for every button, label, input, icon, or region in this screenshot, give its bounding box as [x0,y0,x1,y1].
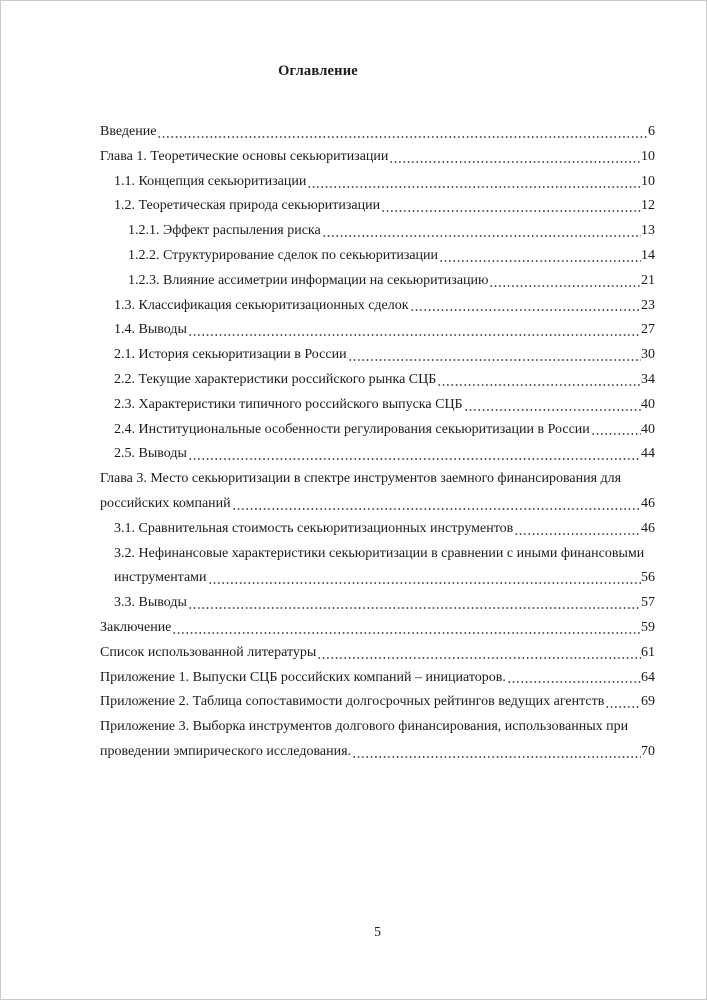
toc-entry-line [100,591,655,616]
toc-entry-line [100,368,655,393]
toc-entry-page: 30 [641,347,655,363]
toc-entry-text: 1.3. Классификация секьюритизационных сделок [114,297,409,313]
toc-entry-page: 21 [641,272,655,288]
toc-entry-page: 59 [641,619,655,635]
toc-list [100,120,655,765]
toc-entry-page: 13 [641,223,655,239]
dot-leader [490,269,641,294]
toc-entry-text: Введение [100,124,157,139]
toc-entry-text: 1.1. Концепция секьюритизации [114,173,307,189]
toc-entry-page: 10 [641,148,655,164]
toc-entry-line [100,542,655,567]
toc-entry-text: Список использованной литературы [100,644,317,660]
toc-entry-text: 2.1. История секьюритизации в России [114,347,347,363]
dot-leader [438,368,641,393]
toc-entry-line [100,418,655,443]
dot-leader [353,740,641,765]
toc-entry-text: 1.2.2. Структурирование сделок по секьюритизации [128,247,439,263]
toc-entry-page: 14 [641,247,655,263]
toc-entry-line [100,170,655,195]
dot-leader [189,591,641,616]
toc-entry-page: 12 [641,198,655,214]
toc-entry-line [100,294,655,319]
toc-entry-text: российских компаний [100,495,231,511]
toc-entry-text: 3.1. Сравнительная стоимость секьюритизационных инструментов [114,520,514,536]
toc-entry-line [100,269,655,294]
dot-leader [508,666,641,691]
toc-entry-text: 3.2. Нефинансовые характеристики секьюритизации в сравнении с иными финансовыми [114,545,645,561]
dot-leader [189,318,641,343]
toc-entry-page: 27 [641,322,655,338]
toc-entry-text: 1.2.3. Влияние ассиметрии информации на секьюритизацию [128,272,489,288]
toc-entry-line [100,318,655,343]
toc-entry-page: 40 [641,396,655,412]
toc-entry-text: инструментами [114,570,207,586]
toc-entry-line [100,740,655,765]
toc-entry-text: проведении эмпирического исследования. [100,743,352,759]
toc-entry-line [100,690,655,715]
dot-leader [173,616,641,641]
toc-entry-page: 46 [641,495,655,511]
dot-leader [411,294,641,319]
toc-entry-page: 44 [641,446,655,462]
toc-entry-text: 2.2. Текущие характеристики российского рынка СЦБ [114,371,437,387]
toc-entry-line [100,517,655,542]
toc-entry-line [100,641,655,666]
toc-entry-line [100,467,655,492]
toc-entry-page: 57 [641,595,655,611]
toc-entry-text: 2.3. Характеристики типичного российского выпуска СЦБ [114,396,463,412]
toc-entry-line [100,442,655,467]
toc-entry-page: 23 [641,297,655,313]
toc-entry-line [100,393,655,418]
toc-entry-text: 1.2. Теоретическая природа секьюритизации [114,198,381,214]
dot-leader [318,641,641,666]
toc-entry-page: 34 [641,371,655,387]
dot-leader [515,517,641,542]
dot-leader [209,566,641,591]
toc-entry-line [100,343,655,368]
toc-entry-line [100,492,655,517]
toc-entry-page: 10 [641,173,655,189]
toc-entry-line [100,566,655,591]
toc-entry-page: 61 [641,644,655,660]
toc-entry-line [100,715,655,740]
toc-entry-page: 6 [648,124,655,139]
toc-entry-line [100,616,655,641]
dot-leader [440,244,641,269]
dot-leader [592,418,641,443]
dot-leader [158,120,648,145]
toc-entry-line [100,666,655,691]
dot-leader [189,442,641,467]
toc-entry-text: 3.3. Выводы [114,595,187,611]
toc-entry-line [100,120,655,145]
toc-entry-text: Приложение 3. Выборка инструментов долгового финансирования, использованных при [100,719,629,735]
toc-entry-text: 1.4. Выводы [114,322,187,338]
toc-entry-line [100,145,655,170]
toc-entry-text: Приложение 2. Таблица сопоставимости долгосрочных рейтингов ведущих агентств [100,694,605,710]
dot-leader [323,219,641,244]
toc-entry-text: Глава 1. Теоретические основы секьюритизации [100,148,389,164]
dot-leader [390,145,641,170]
dot-leader [382,194,641,219]
dot-leader [308,170,641,195]
toc-entry-line [100,244,655,269]
dot-leader [349,343,641,368]
toc-entry-text: 2.4. Институциональные особенности регулирования секьюритизации в России [114,421,590,437]
toc-entry-page: 56 [641,570,655,586]
toc-entry-text: Глава 3. Место секьюритизации в спектре инструментов заемного финансирования для [100,471,622,487]
page-title: Оглавление [278,63,358,79]
dot-leader [606,690,641,715]
toc-entry-page: 69 [641,694,655,710]
toc-entry-line [100,219,655,244]
dot-leader [465,393,641,418]
toc-entry-page: 46 [641,520,655,536]
footer-page-number: 5 [374,925,381,940]
toc-entry-page: 64 [641,669,655,685]
toc-entry-line [100,194,655,219]
toc-entry-page: 40 [641,421,655,437]
toc-entry-text: 2.5. Выводы [114,446,187,462]
toc-entry-text: Приложение 1. Выпуски СЦБ российских компаний – инициаторов. [100,669,506,685]
toc-entry-page: 70 [641,743,655,759]
toc-entry-text: Заключение [100,619,172,635]
toc-entry-text: 1.2.1. Эффект распыления риска [128,223,321,239]
dot-leader [233,492,641,517]
